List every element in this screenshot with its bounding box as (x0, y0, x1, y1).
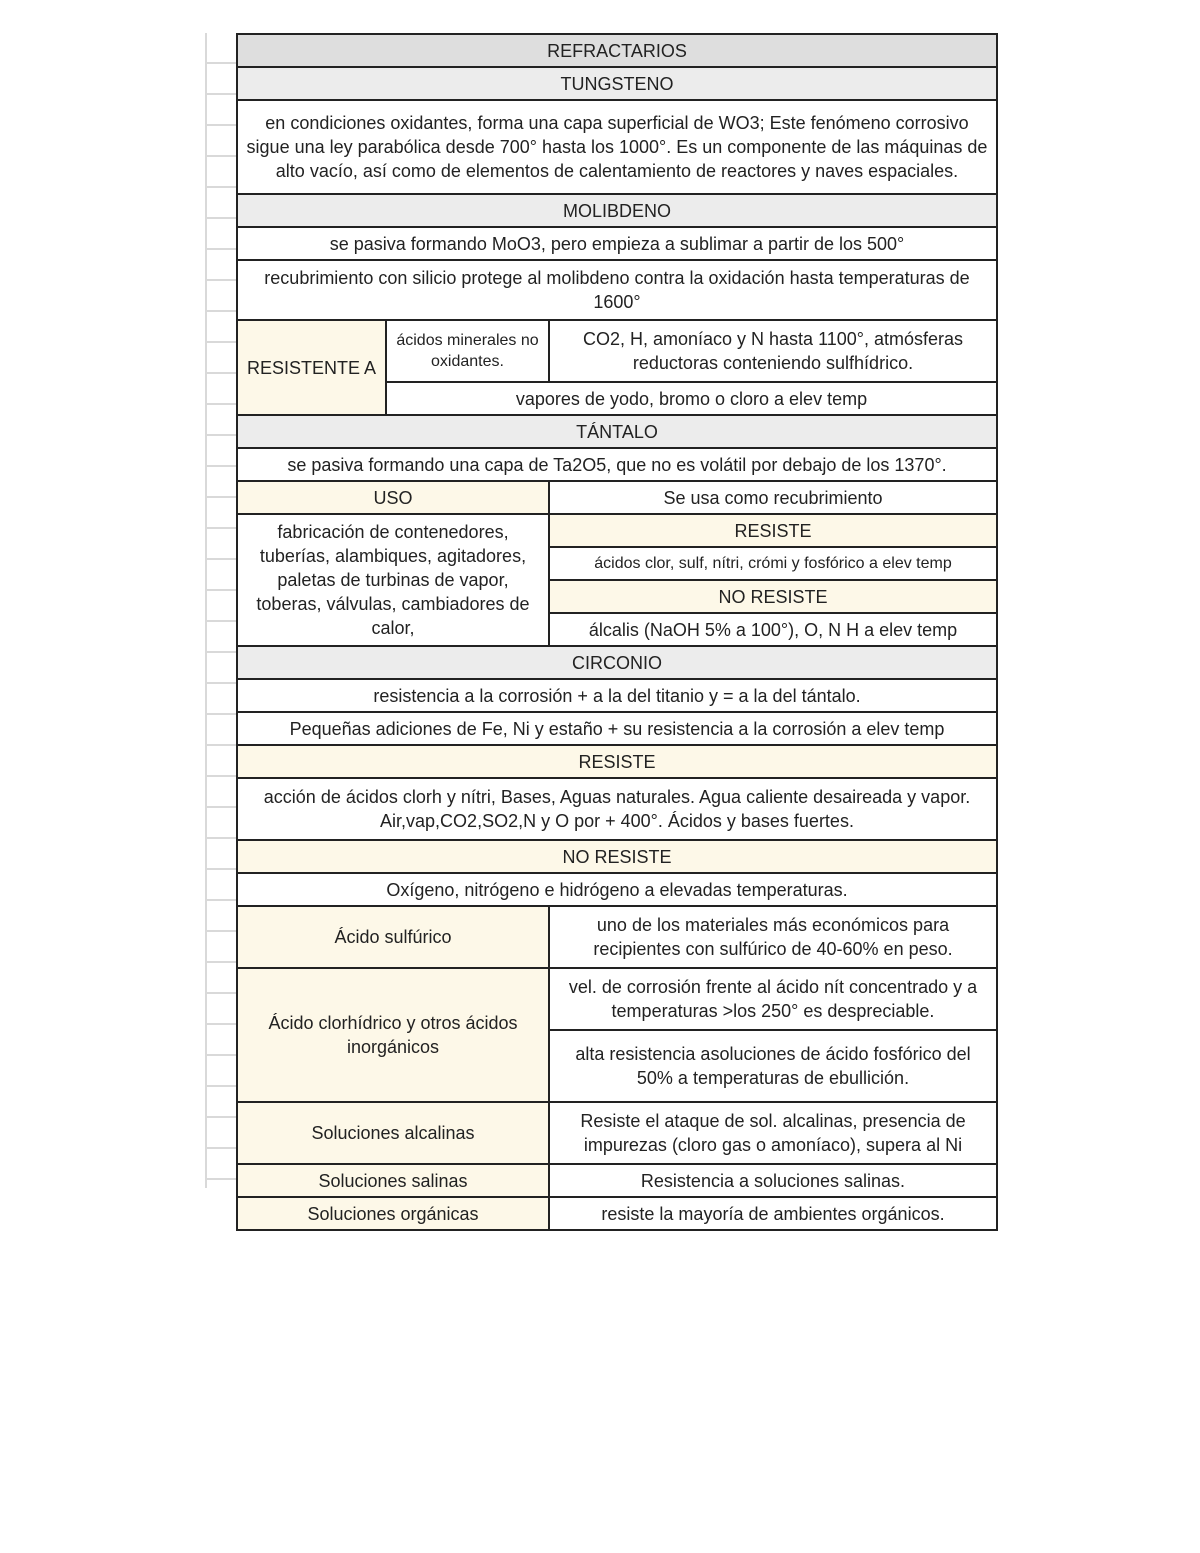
circonio-no-resiste-text[interactable]: Oxígeno, nitrógeno e hidrógeno a elevadas temperaturas. (237, 873, 997, 906)
circonio-resiste-text[interactable]: acción de ácidos clorh y nítri, Bases, Aguas naturales. Agua caliente desaireada y vapor. Air,vap,CO2,SO2,N y O por + 400°. Ácidos y bases fuertes. (237, 778, 997, 840)
molibdeno-text-2[interactable]: recubrimiento con silicio protege al molibdeno contra la oxidación hasta temperaturas de 1600° (237, 260, 997, 320)
tantalo-text[interactable]: se pasiva formando una capa de Ta2O5, que no es volátil por debajo de los 1370°. (237, 448, 997, 481)
circonio-resiste-label[interactable]: RESISTE (237, 745, 997, 778)
tantalo-resiste-label[interactable]: RESISTE (549, 514, 997, 547)
resistente-a-label[interactable]: RESISTENTE A (237, 320, 386, 415)
tantalo-no-resiste-label[interactable]: NO RESISTE (549, 580, 997, 613)
acido-clorhidrico-label[interactable]: Ácido clorhídrico y otros ácidos inorgánicos (237, 968, 549, 1102)
molibdeno-text-1[interactable]: se pasiva formando MoO3, pero empieza a sublimar a partir de los 500° (237, 227, 997, 260)
acido-clorhidrico-text-1[interactable]: vel. de corrosión frente al ácido nít concentrado y a temperaturas >los 250° es despreciable. (549, 968, 997, 1030)
tantalo-heading[interactable]: TÁNTALO (237, 415, 997, 448)
circonio-no-resiste-label[interactable]: NO RESISTE (237, 840, 997, 873)
uso-label[interactable]: USO (237, 481, 549, 514)
acido-clorhidrico-text-2[interactable]: alta resistencia asoluciones de ácido fosfórico del 50% a temperaturas de ebullición. (549, 1030, 997, 1102)
acido-sulfurico-text[interactable]: uno de los materiales más económicos para recipientes con sulfúrico de 40-60% en peso. (549, 906, 997, 968)
molibdeno-heading[interactable]: MOLIBDENO (237, 194, 997, 227)
tantalo-resiste-text[interactable]: ácidos clor, sulf, nítri, crómi y fosfórico a elev temp (549, 547, 997, 580)
soluciones-organicas-label[interactable]: Soluciones orgánicas (237, 1197, 549, 1230)
soluciones-alcalinas-label[interactable]: Soluciones alcalinas (237, 1102, 549, 1164)
circonio-heading[interactable]: CIRCONIO (237, 646, 997, 679)
uso-right[interactable]: Se usa como recubrimiento (549, 481, 997, 514)
title-cell[interactable]: REFRACTARIOS (237, 34, 997, 67)
soluciones-salinas-text[interactable]: Resistencia a soluciones salinas. (549, 1164, 997, 1197)
soluciones-organicas-text[interactable]: resiste la mayoría de ambientes orgánicos. (549, 1197, 997, 1230)
acidos-minerales-cell[interactable]: ácidos minerales no oxidantes. (386, 320, 549, 382)
soluciones-salinas-label[interactable]: Soluciones salinas (237, 1164, 549, 1197)
tungsteno-text[interactable]: en condiciones oxidantes, forma una capa superficial de WO3; Este fenómeno corrosivo sigue una ley parabólica desde 700° hasta los 1000°. Es un componente de las máquinas de alto vacío, así como de elementos de calentamiento de reactores y naves espaciales. (237, 100, 997, 194)
circonio-text-2[interactable]: Pequeñas adiciones de Fe, Ni y estaño + su resistencia a la corrosión a elev temp (237, 712, 997, 745)
circonio-text-1[interactable]: resistencia a la corrosión + a la del titanio y = a la del tántalo. (237, 679, 997, 712)
row-header-strip (205, 33, 238, 1188)
vapores-cell[interactable]: vapores de yodo, bromo o cloro a elev temp (386, 382, 997, 415)
acido-sulfurico-label[interactable]: Ácido sulfúrico (237, 906, 549, 968)
tungsteno-heading[interactable]: TUNGSTENO (237, 67, 997, 100)
gases-cell[interactable]: CO2, H, amoníaco y N hasta 1100°, atmósferas reductoras conteniendo sulfhídrico. (549, 320, 997, 382)
tantalo-no-resiste-text[interactable]: álcalis (NaOH 5% a 100°), O, N H a elev temp (549, 613, 997, 646)
refractarios-table (236, 33, 998, 1231)
soluciones-alcalinas-text[interactable]: Resiste el ataque de sol. alcalinas, presencia de impurezas (cloro gas o amoníaco), supera al Ni (549, 1102, 997, 1164)
fabricacion-cell[interactable]: fabricación de contenedores, tuberías, alambiques, agitadores, paletas de turbinas de vapor, toberas, válvulas, cambiadores de calor, (237, 514, 549, 646)
